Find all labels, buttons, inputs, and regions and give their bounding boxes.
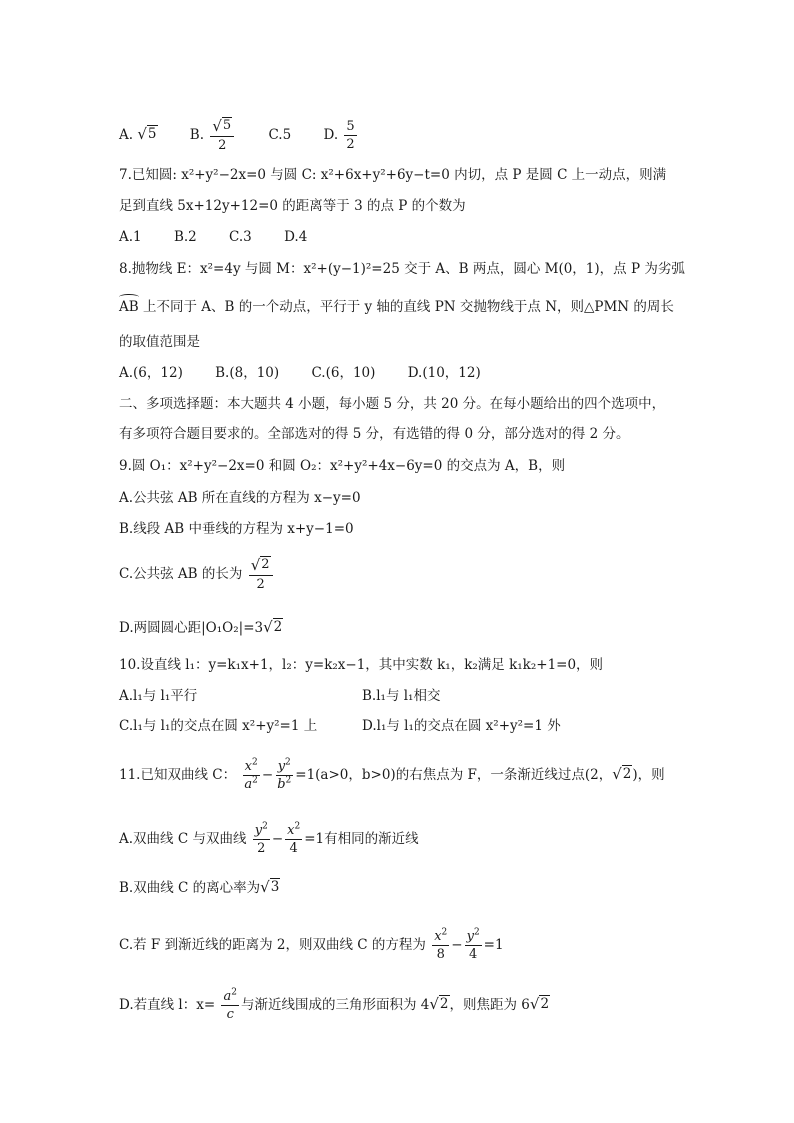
q11-option-b: B.双曲线 C 的离心率为 √ 3 <box>119 878 280 896</box>
q6-option-d: D. $\frac{5}{2}$ <box>323 119 355 152</box>
q7-option-b: B.2 <box>173 229 197 245</box>
q6-option-c: C.5 <box>268 127 292 143</box>
q8-option-d: D.(10，12) <box>407 365 481 381</box>
q9-option-a: A.公共弦 AB 所在直线的方程为 x−y=0 <box>119 490 361 506</box>
q10-stem: 10.设直线 l₁：y=k₁x+1，l₂：y=k₂x−1，其中实数 k₁，k₂满足 k₁k₂+1=0，则 <box>119 657 604 673</box>
section2-line1: 二、多项选择题：本大题共 4 小题，每小题 5 分，共 20 分。在每小题给出的四个选项中， <box>119 396 666 412</box>
q6-options <box>119 117 387 154</box>
q7-stem-line2: 足到直线 5x+12y+12=0 的距离等于 3 的点 P 的个数为 <box>119 198 466 214</box>
q10-option-c: C.l₁与 l₁的交点在圆 x²+y²=1 上 <box>119 718 318 734</box>
q10-option-a: A.l₁与 l₁平行 <box>119 688 198 704</box>
q8-options <box>119 363 509 383</box>
sqrt-symbol: √ 5 <box>137 125 157 143</box>
section2-line2: 有多项符合题目要求的。全部选对的得 5 分，有选错的得 0 分，部分选对的得 2 分。 <box>119 426 630 442</box>
q11-option-d: D.若直线 l：x= $\frac{a^2}{c}$ 与渐近线围成的三角形面积为 4 √ 2 ，则焦距为 6 √ 2 <box>119 987 550 1022</box>
q6-option-a: A. √ 5 <box>119 125 157 143</box>
q10-option-b: B.l₁与 l₁相交 <box>362 688 441 704</box>
q7-option-c: C.3 <box>229 229 252 245</box>
q9-option-c: C.公共弦 AB 的长为 √ 2 2 <box>119 556 275 593</box>
q6-option-b: B. √ 5 2 <box>190 117 236 154</box>
q7-options <box>119 227 335 247</box>
q8-option-a: A.(6，12) <box>119 365 183 381</box>
q8-option-b: B.(8，10) <box>215 365 280 381</box>
q9-option-b: B.线段 AB 中垂线的方程为 x+y−1=0 <box>119 521 354 537</box>
q9-option-d: D.两圆圆心距|O₁O₂|=3 √ 2 <box>119 618 283 636</box>
q11-option-a: A.双曲线 C 与双曲线 $\frac{y^2}{2}$ − $\frac{x^2}{4}$ =1有相同的渐近线 <box>119 821 419 856</box>
q8-option-c: C.(6，10) <box>311 365 376 381</box>
q11-option-c: C.若 F 到渐近线的距离为 2，则双曲线 C 的方程为 $\frac{x^2}{8}$ − $\frac{y^2}{4}$ =1 <box>119 927 504 962</box>
q7-option-a: A.1 <box>119 229 142 245</box>
q8-stem-line3: 的取值范围是 <box>119 334 200 350</box>
arc-ab: AB <box>119 299 139 315</box>
q10-option-d: D.l₁与 l₁的交点在圆 x²+y²=1 外 <box>362 718 561 734</box>
q7-stem-line1: 7.已知圆: x²+y²−2x=0 与圆 C: x²+6x+y²+6y−t=0 内切，点 P 是圆 C 上一动点，则满 <box>119 167 667 183</box>
q11-stem: 11.已知双曲线 C： $\frac{x^2}{a^2}$ − $\frac{y^2}{b^2}$ =1(a>0，b>0)的右焦点为 F，一条渐近线过点(2， √ 2 )，则 <box>119 757 665 792</box>
q8-stem-line2: AB 上不同于 A、B 的一个动点，平行于 y 轴的直线 PN 交抛物线于点 N，则△PMN 的周长 <box>119 299 674 315</box>
q8-stem-line1: 8.抛物线 E：x²=4y 与圆 M：x²+(y−1)²=25 交于 A、B 两点，圆心 M(0，1)，点 P 为劣弧 <box>119 261 685 277</box>
q7-option-d: D.4 <box>284 229 308 245</box>
q9-stem: 9.圆 O₁：x²+y²−2x=0 和圆 O₂：x²+y²+4x−6y=0 的交点为 A，B，则 <box>119 458 566 474</box>
